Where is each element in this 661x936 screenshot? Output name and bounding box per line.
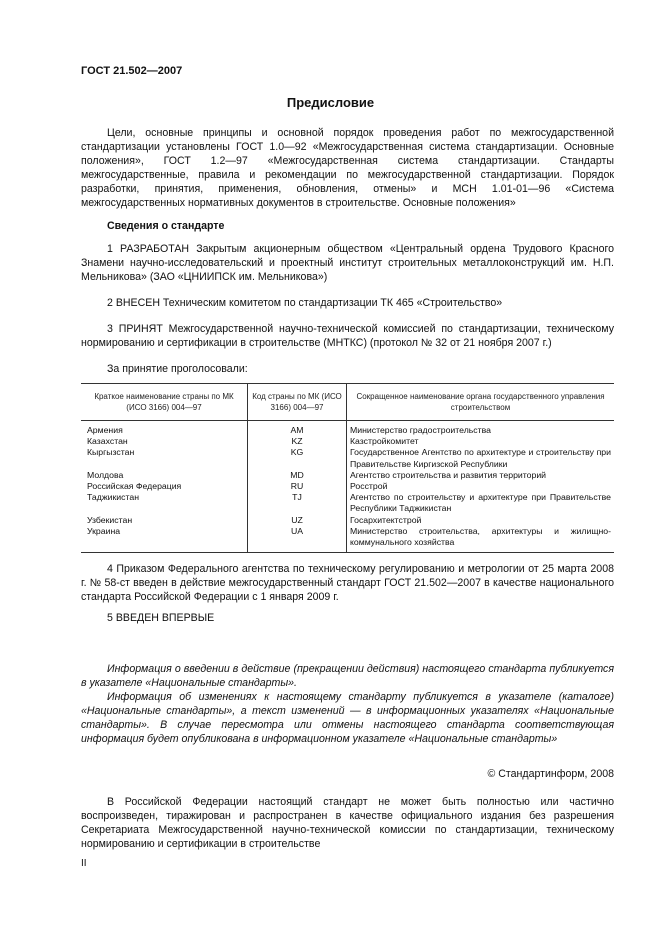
table-header-row	[81, 384, 614, 421]
authority-name: Агентство по строительству и архитектуре при Правительстве Республики Таджикистан	[347, 492, 615, 514]
country-name: Таджикистан	[87, 492, 139, 503]
item-2-paragraph: 2 ВНЕСЕН Техническим комитетом по стандартизации ТК 465 «Строительство»	[107, 297, 503, 309]
table-row	[81, 470, 614, 481]
voting-table	[81, 383, 614, 553]
country-name: Узбекистан	[87, 514, 133, 525]
country-name: Украина	[81, 526, 248, 553]
table-row	[81, 436, 614, 447]
intro-paragraph: Цели, основные принципы и основной порядок проведения работ по межгосударственной стандартизации установлены ГОСТ 1.0—92 «Межгосударственная система стандартизации. Основные положения», ГОСТ 1.2—97 «Межгосударственная система стандартизации. Стандарты межгосударственные, правила и рекомендации по межгосударственной стандартизации. Порядок разработки, принятия, применения, обновления, отмены» и МСН 1.01-01—96 «Система межгосударственных нормативных документов в строительстве. Основные положения»	[81, 127, 614, 209]
country-code: MD	[248, 470, 347, 481]
country-code: KG	[248, 447, 347, 469]
table-row	[81, 492, 614, 514]
info-changes-paragraph: Информация об изменениях к настоящему стандарту публикуется в указателе (каталоге) «Национальные стандарты», а текст изменений — в информационных указателях «Национальные стандарты». В случае пересмотра или отмены настоящего стандарта соответствующая информация будет опубликована в информационном указателе «Национальные стандарты»	[81, 691, 614, 745]
country-code: TJ	[248, 492, 347, 514]
table-row	[81, 481, 614, 492]
country-code: RU	[248, 481, 347, 492]
authority-name: Государственное Агентство по архитектуре и строительству при Правительстве Киргизской Республики	[347, 447, 615, 469]
country-code: UZ	[248, 515, 347, 526]
country-name: Кыргызстан	[87, 447, 135, 458]
authority-name: Министерство строительства, архитектуры и жилищно-коммунального хозяйства	[347, 526, 615, 553]
document-code: ГОСТ 21.502—2007	[81, 65, 183, 77]
country-name: Казахстан	[87, 436, 128, 447]
header-country-code: Код страны по МК (ИСО 3166) 004—97	[248, 384, 347, 421]
voted-label: За принятие проголосовали:	[107, 363, 248, 375]
item-4-paragraph: 4 Приказом Федерального агентства по техническому регулированию и метрологии от 25 марта 2008 г. № 58-ст введен в действие межгосударственный стандарт ГОСТ 21.502—2007 в качестве национального стандарта Российской Федерации с 1 января 2009 г.	[81, 563, 614, 603]
reproduction-notice: В Российской Федерации настоящий стандарт не может быть полностью или частично воспроизведен, тиражирован и распространен в качестве официального издания без разрешения Секретариата Межгосударственной научно-технической комиссии по стандартизации, техническому нормированию и сертификации в строительстве	[81, 796, 614, 850]
header-authority: Сокращенное наименование органа государственного управления строительством	[347, 384, 615, 421]
item-3-paragraph: 3 ПРИНЯТ Межгосударственной научно-технической комиссией по стандартизации, техническому нормированию и сертификации в строительстве (МНТКС) (протокол № 32 от 21 ноября 2007 г.)	[81, 323, 614, 349]
page-title: Предисловие	[286, 95, 375, 110]
country-name: Молдова	[87, 469, 124, 480]
country-name: Армения	[87, 425, 123, 435]
item-1-paragraph: 1 РАЗРАБОТАН Закрытым акционерным обществом «Центральный ордена Трудового Красного Знамени научно-исследовательский и проектный институт строительных металлоконструкций им. Н.П. Мельникова» (ЗАО «ЦНИИПСК им. Мельникова»)	[81, 243, 614, 283]
section-subtitle: Сведения о стандарте	[107, 220, 225, 232]
authority-name: Казстройкомитет	[347, 436, 615, 447]
authority-name: Росстрой	[347, 481, 615, 492]
country-code: UA	[248, 526, 347, 553]
country-code: KZ	[248, 436, 347, 447]
authority-name: Министерство градостроительства	[347, 421, 615, 437]
authority-name: Госархитектстрой	[347, 515, 615, 526]
info-introduction-paragraph: Информация о введении в действие (прекращении действия) настоящего стандарта публикуется в указателе «Национальные стандарты».	[81, 663, 614, 689]
table-row	[81, 447, 614, 469]
header-country-name: Краткое наименование страны по МК (ИСО 3166) 004—97	[81, 384, 248, 421]
table-row	[81, 515, 614, 526]
country-name: Российская Федерация	[87, 481, 182, 492]
country-code: AM	[248, 421, 347, 437]
item-5-paragraph: 5 ВВЕДЕН ВПЕРВЫЕ	[107, 612, 215, 624]
table-row	[81, 526, 614, 553]
page-number: II	[81, 858, 87, 869]
copyright-notice: © Стандартинформ, 2008	[487, 768, 614, 780]
table-row	[81, 421, 614, 437]
authority-name: Агентство строительства и развития территорий	[347, 470, 615, 481]
